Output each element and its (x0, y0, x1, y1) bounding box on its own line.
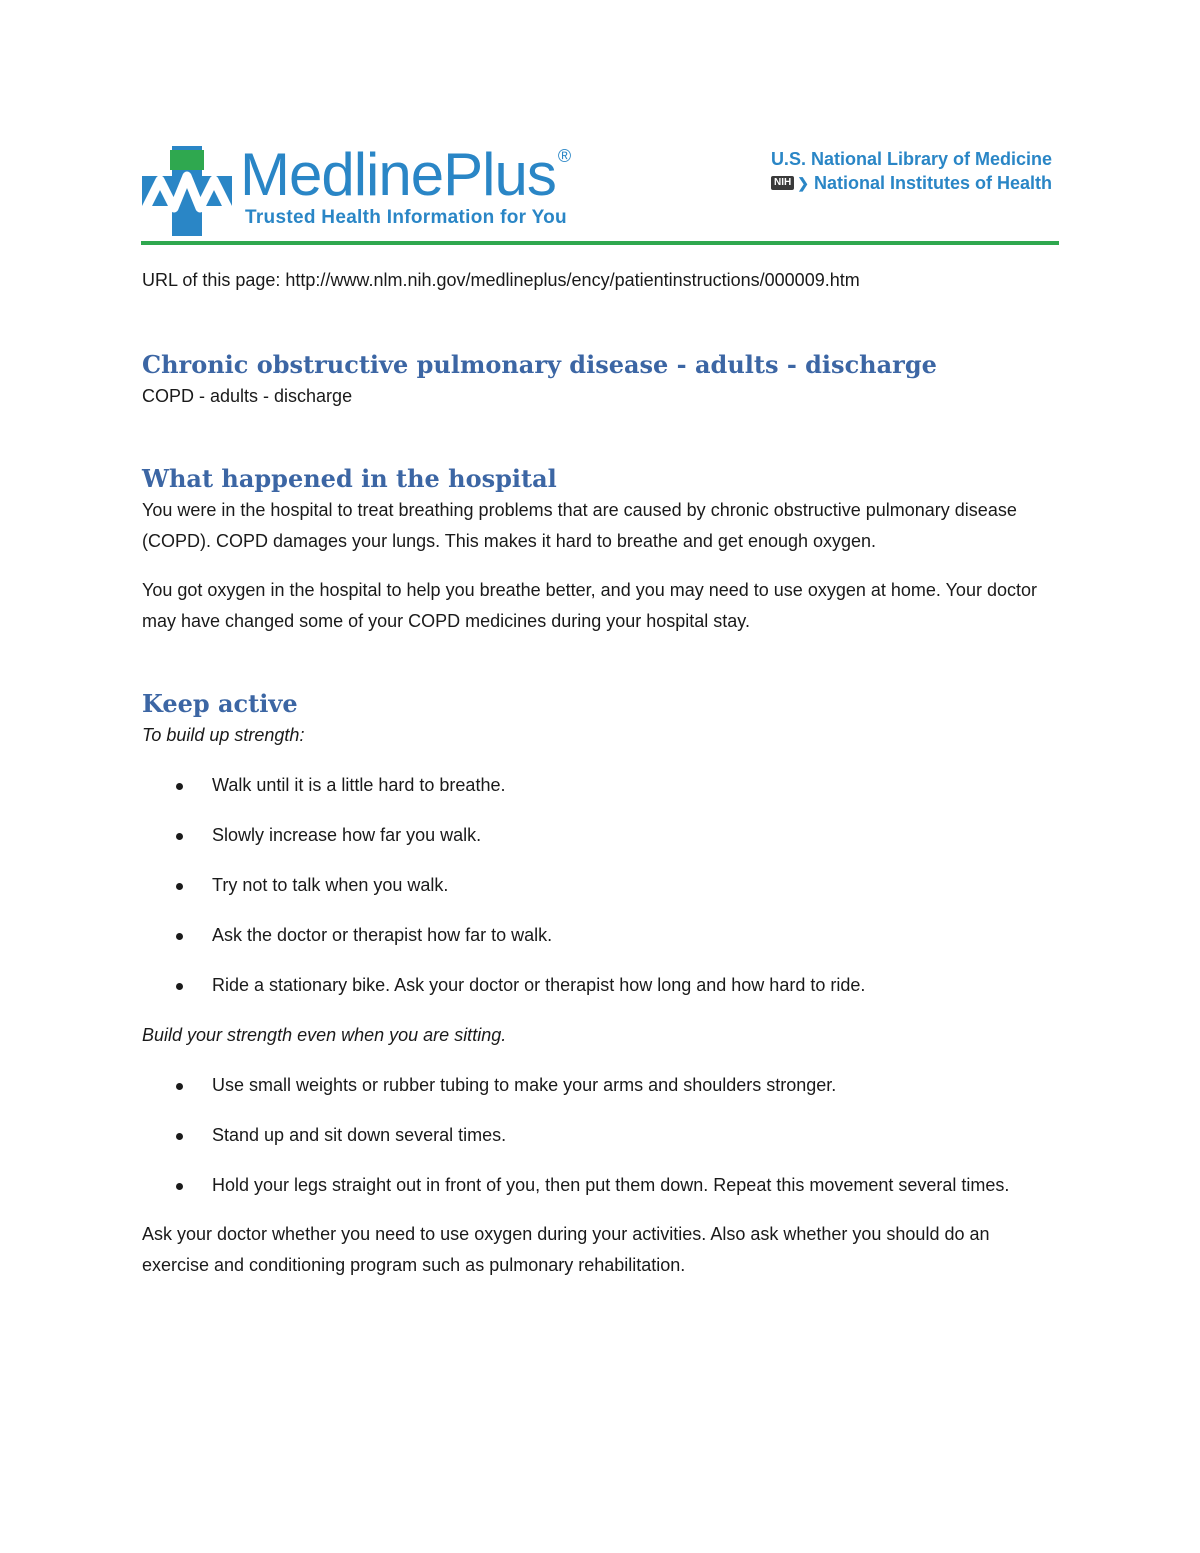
bullet-icon (176, 1133, 183, 1140)
brand-wordmark (240, 138, 571, 212)
nih-name: National Institutes of Health (813, 173, 1052, 193)
medlineplus-logo-icon (142, 146, 232, 236)
page-title: Chronic obstructive pulmonary disease - adults - discharge (142, 350, 937, 379)
bullet-icon (176, 1183, 183, 1190)
brand-name: MedlinePlus (240, 141, 556, 208)
paragraph: You were in the hospital to treat breathing problems that are caused by chronic obstructive pulmonary disease (COPD). COPD damages your lungs. This makes it hard to breathe and get enough oxygen. (142, 500, 1017, 551)
section-heading-hospital: What happened in the hospital (142, 464, 557, 493)
bullet-icon (176, 933, 183, 940)
header-divider (141, 241, 1059, 245)
list-item: Walk until it is a little hard to breathe. (142, 770, 1058, 801)
title-block (142, 349, 1058, 412)
strength-list (142, 770, 1058, 1001)
bullet-icon (176, 983, 183, 990)
paragraph: You got oxygen in the hospital to help you breathe better, and you may need to use oxygen at home. Your doctor may have changed some of your COPD medicines during your hospital stay. (142, 580, 1037, 631)
list-item: Stand up and sit down several times. (142, 1120, 1058, 1151)
brand-tagline: Trusted Health Information for You (245, 207, 567, 228)
list-item: Try not to talk when you walk. (142, 870, 1058, 901)
bullet-icon (176, 783, 183, 790)
bullet-icon (176, 1083, 183, 1090)
list-intro: Build your strength even when you are sitting. (142, 1025, 507, 1045)
page-subtitle: COPD - adults - discharge (142, 386, 353, 406)
list-item: Slowly increase how far you walk. (142, 820, 1058, 851)
nlm-name: U.S. National Library of Medicine (770, 149, 1052, 169)
section-hospital (142, 463, 1058, 637)
paragraph: Ask your doctor whether you need to use oxygen during your activities. Also ask whether you should do an exercise and conditioning program such as pulmonary rehabilitation. (142, 1224, 990, 1275)
list-item: Ride a stationary bike. Ask your doctor or therapist how long and how hard to ride. (142, 970, 1058, 1001)
list-item: Use small weights or rubber tubing to make your arms and shoulders stronger. (142, 1070, 1058, 1101)
nlm-nih-logo (771, 147, 1052, 195)
section-keep-active (142, 688, 1058, 1281)
list-item: Hold your legs straight out in front of you, then put them down. Repeat this movement several times. (142, 1170, 1058, 1201)
page-url: URL of this page: http://www.nlm.nih.gov/medlineplus/ency/patientinstructions/000009.htm (142, 270, 860, 290)
registered-mark: ® (557, 146, 572, 166)
sitting-list (142, 1070, 1058, 1201)
nih-line (771, 171, 1052, 195)
bullet-icon (176, 883, 183, 890)
section-heading-keep-active: Keep active (142, 689, 298, 718)
nih-badge: NIH (771, 176, 794, 190)
list-intro: To build up strength: (142, 725, 305, 745)
list-item: Ask the doctor or therapist how far to walk. (142, 920, 1058, 951)
bullet-icon (176, 833, 183, 840)
chevron-right-icon: ❯ (797, 175, 809, 191)
